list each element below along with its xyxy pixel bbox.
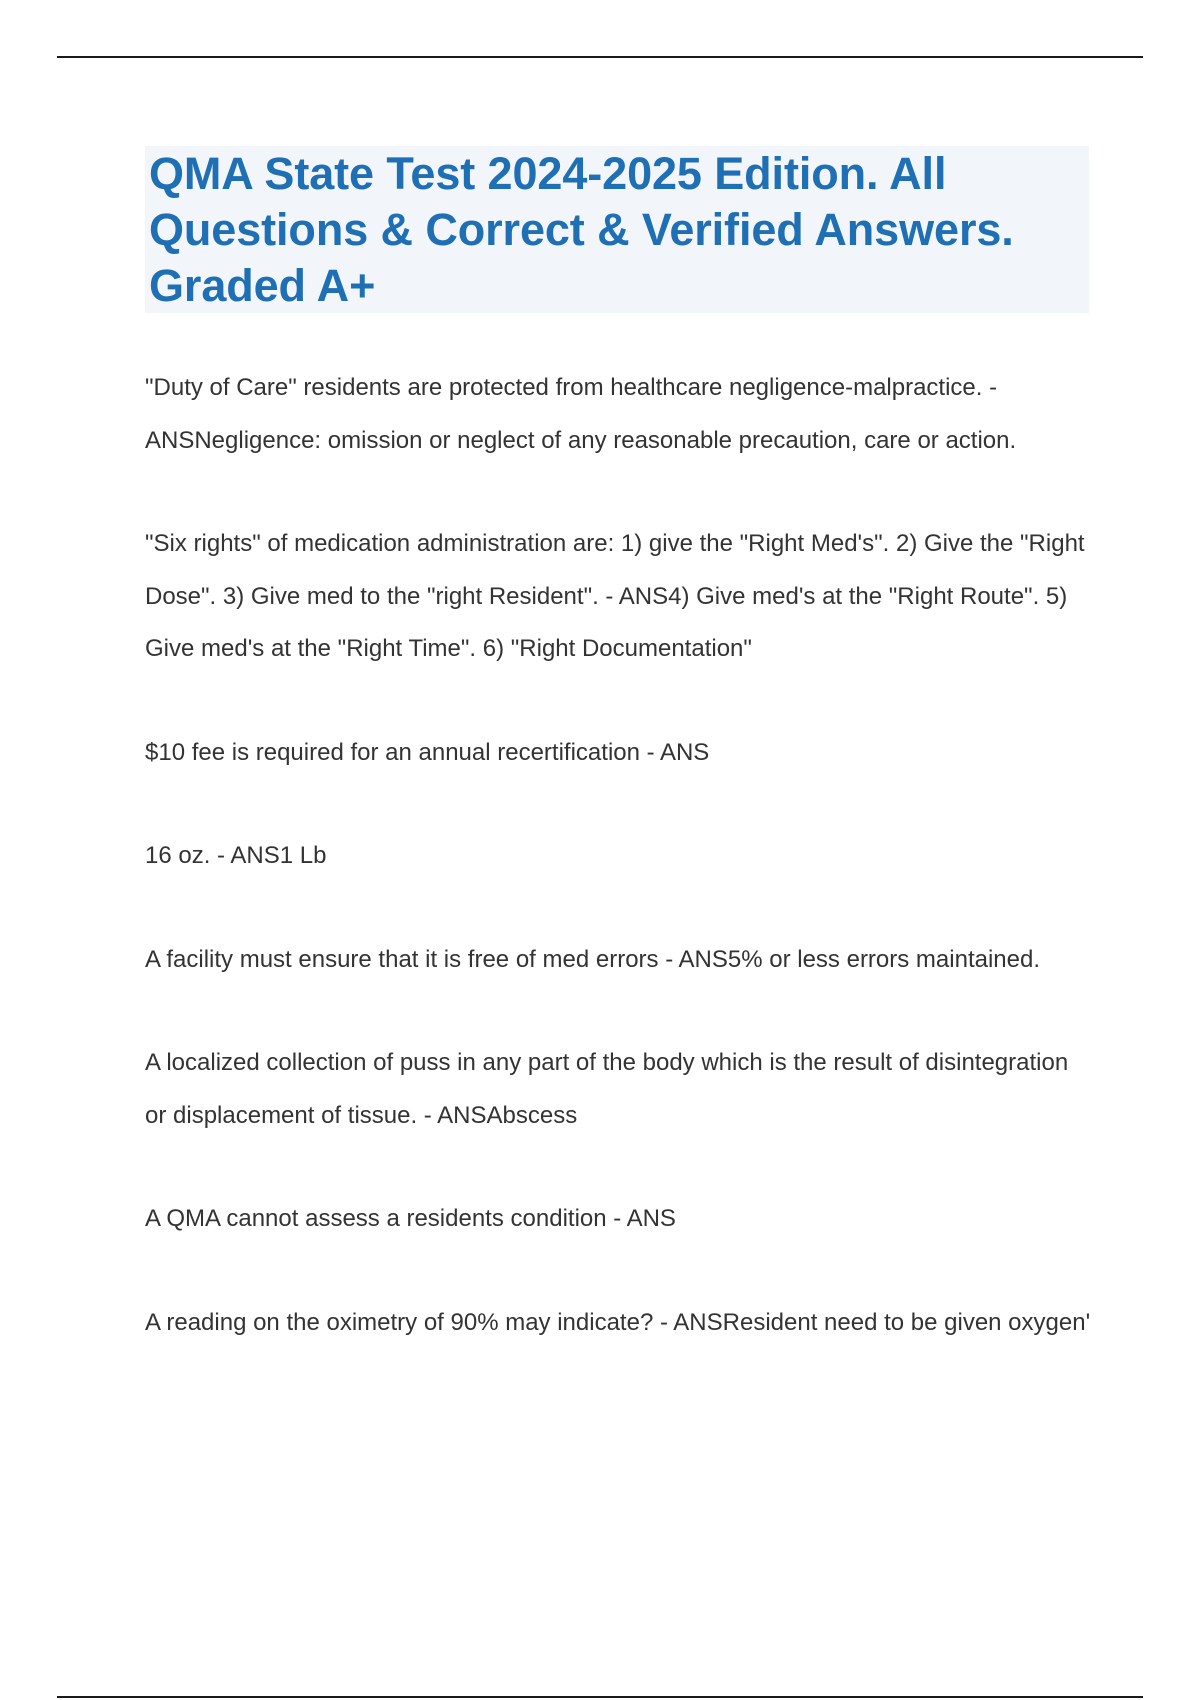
qa-entry: A facility must ensure that it is free of med errors - ANS5% or less errors maintained. [145,945,1041,973]
qa-entry: "Six rights" of medication administration are: 1) give the "Right Med's". 2) Give the "Right Dose". 3) Give med to the "right Resident". - ANS4) Give med's at the "Right Route". 5) Give med's at the "Right Time". 6) "Right Documentation" [145,530,1085,662]
qa-entry: $10 fee is required for an annual recertification - ANS [145,738,710,766]
qa-entry: A reading on the oximetry of 90% may indicate? - ANSResident need to be given oxygen' [145,1308,1091,1336]
qa-entry: A localized collection of puss in any part of the body which is the result of disintegration or displacement of tissue. - ANSAbscess [145,1049,1069,1129]
qa-entry: "Duty of Care" residents are protected from healthcare negligence-malpractice. - ANSNegligence: omission or neglect of any reasonable precaution, care or action. [145,374,1017,454]
title-block [145,146,1089,313]
qa-entry: A QMA cannot assess a residents condition - ANS [145,1205,676,1232]
footer-rule [57,1696,1143,1698]
qa-entry: 16 oz. - ANS1 Lb [145,842,327,869]
document-title: QMA State Test 2024-2025 Edition. All Questions & Correct & Verified Answers. Graded A+ [149,148,1014,311]
header-rule [57,56,1143,58]
qa-list [145,362,1095,1400]
